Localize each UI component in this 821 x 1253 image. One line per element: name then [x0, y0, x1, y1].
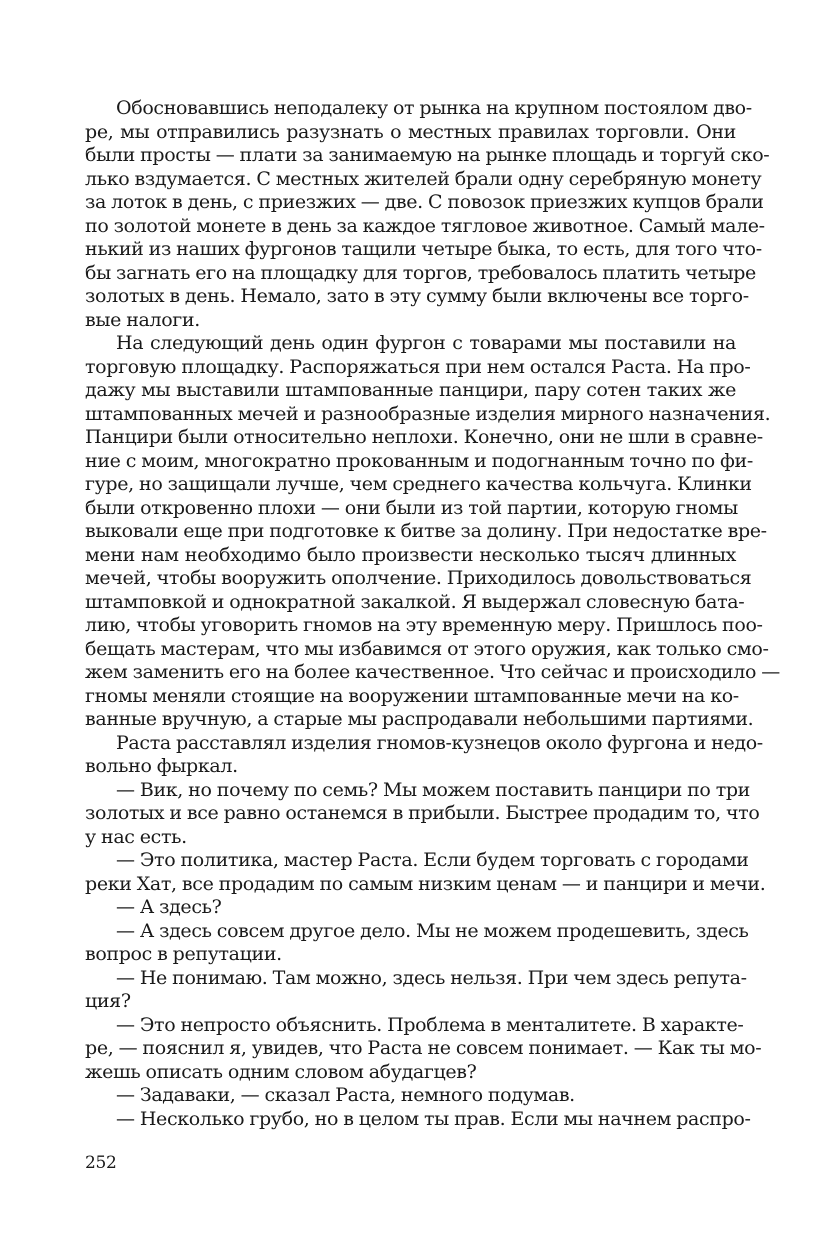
text-line: у нас есть.: [85, 825, 187, 848]
text-line: штамповкой и однократной закалкой. Я выдержал словесную бата-: [85, 590, 745, 613]
text-line: — А здесь?: [116, 896, 222, 918]
text-line: Обосновавшись неподалеку от рынка на крупном постоялом дво-: [116, 97, 752, 119]
text-line: жешь описать одним словом абудагцев?: [85, 1060, 477, 1083]
text-line: ние с моим, многократно прокованным и подогнанным точно по фи-: [85, 449, 753, 472]
text-line: вольно фыркал.: [85, 755, 238, 777]
text-line: жем заменить его на более качественное. Что сейчас и происходило —: [85, 661, 780, 683]
text-line: лько вздумается. С местных жителей брали одну серебряную монету: [85, 167, 762, 190]
text-line: бы загнать его на площадку для торгов, требовалось платить четыре: [85, 261, 756, 284]
text-line: бещать мастерам, что мы избавимся от этого оружия, как только смо-: [85, 637, 769, 660]
text-line: золотых в день. Немало, зато в эту сумму были включены все торго-: [85, 285, 749, 307]
text-line: На следующий день один фургон с товарами мы поставили на: [116, 332, 736, 354]
text-line: — А здесь совсем другое дело. Мы не можем продешевить, здесь: [116, 919, 749, 942]
text-line: вые налоги.: [85, 308, 200, 331]
text-line: — Вик, но почему по семь? Мы можем поставить панцири по три: [116, 778, 750, 801]
body-text: [85, 97, 780, 1131]
text-line: реки Хат, все продадим по самым низким ценам — и панцири и мечи.: [85, 872, 766, 895]
text-line: золотых и все равно останемся в прибыли. Быстрее продадим то, что: [85, 802, 760, 824]
text-line: — Несколько грубо, но в целом ты прав. Если мы начнем распро-: [116, 1107, 751, 1130]
text-line: дажу мы выставили штампованные панцири, пару сотен таких же: [85, 379, 736, 401]
text-line: гуре, но защищали лучше, чем среднего качества кольчуга. Клинки: [85, 473, 752, 495]
page-number: 252: [85, 1153, 117, 1173]
text-line: лию, чтобы уговорить гномов на эту временную меру. Пришлось поо-: [85, 614, 763, 636]
text-line: ванные вручную, а старые мы распродавали небольшими партиями.: [85, 708, 754, 730]
text-line: нький из наших фургонов тащили четыре быка, то есть, для того что-: [85, 238, 762, 260]
text-line: ция?: [85, 990, 131, 1012]
text-line: штампованных мечей и разнообразные изделия мирного назначения.: [85, 402, 771, 425]
text-line: — Это политика, мастер Раста. Если будем торговать с городами: [116, 849, 749, 871]
text-line: — Задаваки, — сказал Раста, немного подумав.: [116, 1084, 575, 1106]
text-line: торговую площадку. Распоряжаться при нем остался Раста. На про-: [85, 355, 751, 378]
text-line: по золотой монете в день за каждое тягловое животное. Самый мале-: [85, 214, 765, 237]
text-line: — Не понимаю. Там можно, здесь нельзя. При чем здесь репута-: [116, 966, 747, 989]
text-line: ре, — пояснил я, увидев, что Раста не совсем понимает. — Как ты мо-: [85, 1037, 762, 1059]
text-line: Раста расставлял изделия гномов-кузнецов около фургона и недо-: [116, 731, 763, 754]
text-line: за лоток в день, с приезжих — две. С повозок приезжих купцов брали: [85, 191, 764, 213]
text-line: вопрос в репутации.: [85, 943, 282, 965]
text-line: выковали еще при подготовке к битве за долину. При недостатке вре-: [85, 520, 767, 542]
text-line: ре, мы отправились разузнать о местных правилах торговли. Они: [85, 120, 736, 143]
text-line: гномы меняли стоящие на вооружении штампованные мечи на ко-: [85, 684, 739, 707]
text-line: были откровенно плохи — они были из той партии, которую гномы: [85, 496, 738, 519]
text-line: — Это непросто объяснить. Проблема в менталитете. В характе-: [116, 1013, 744, 1036]
text-line: были просты — плати за занимаемую на рынке площадь и торгуй ско-: [85, 144, 770, 166]
text-line: Панцири были относительно неплохи. Конечно, они не шли в сравне-: [85, 426, 763, 448]
text-line: мечей, чтобы вооружить ополчение. Приходилось довольствоваться: [85, 567, 752, 589]
text-line: мени нам необходимо было произвести несколько тысяч длинных: [85, 543, 736, 566]
